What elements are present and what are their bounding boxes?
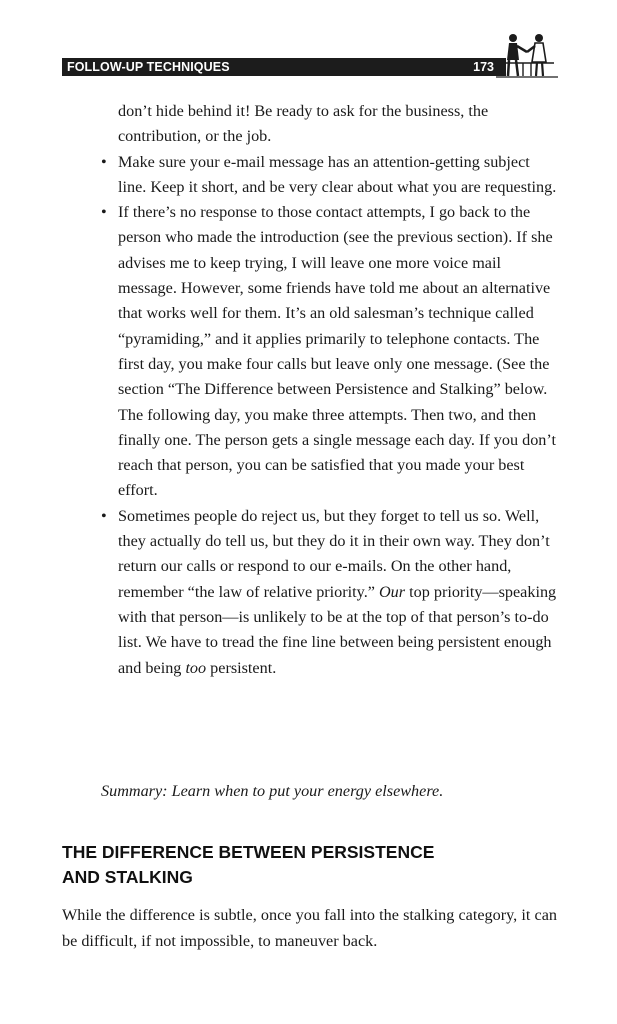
list-item-text-part: top priority—speaking with that person—is unlikely to be at the top of that person’s to-do list. We have to tread the fine line between being persistent enough and being	[118, 582, 557, 677]
page-number: 173	[473, 60, 494, 74]
section-heading-line: AND STALKING	[62, 867, 193, 887]
section-heading	[62, 840, 522, 890]
handshake-figures-icon	[496, 30, 560, 80]
list-item-text-part: persistent.	[210, 658, 277, 677]
section-summary: Summary: Learn when to put your energy elsewhere.	[101, 782, 444, 800]
bullet-list	[100, 99, 562, 681]
list-item	[100, 150, 562, 201]
list-item-continuation	[100, 99, 562, 150]
list-item-text: If there’s no response to those contact attempts, I go back to the person who made the introduction (see the previous section). If she advises me to keep trying, I will leave one more voice mail message. However, some friends have told me about an alternative that works well for them. It’s an old salesman’s technique called “pyramiding,” and it applies primarily to telephone contacts. The first day, you make four calls but leave only one message. (See the section “The Difference between Persistence and Stalking” below. The following day, you make three attempts. Then two, and then finally one. The person gets a single message each day. If you don’t reach that person, you can be satisfied that you made your best effort.	[118, 203, 556, 500]
bullet-icon: •	[101, 203, 107, 222]
list-item-text-part: Sometimes people do reject us, but they forget to tell us so. Well, they actually do tell us, but they do it in their own way. They don’t return our calls or respond to our e-mails. On the other hand, remember “the law of relative priority.”	[118, 506, 550, 601]
running-header	[62, 58, 506, 76]
emphasis-text: Our	[378, 582, 406, 601]
emphasis-text: too	[185, 658, 207, 677]
list-item	[100, 200, 562, 504]
list-item-text: Make sure your e-mail message has an attention-getting subject line. Keep it short, and be very clear about what you are requesting.	[118, 152, 557, 196]
list-item-text: don’t hide behind it! Be ready to ask for the business, the contribution, or the job.	[118, 102, 489, 146]
bullet-icon: •	[101, 506, 107, 525]
list-item	[100, 504, 562, 681]
body-paragraph: While the difference is subtle, once you fall into the stalking category, it can be difficult, if not impossible, to maneuver back.	[62, 906, 557, 950]
bullet-icon: •	[101, 152, 107, 171]
running-header-title: FOLLOW-UP TECHNIQUES	[67, 60, 230, 74]
section-heading-line: THE DIFFERENCE BETWEEN PERSISTENCE	[62, 842, 435, 862]
